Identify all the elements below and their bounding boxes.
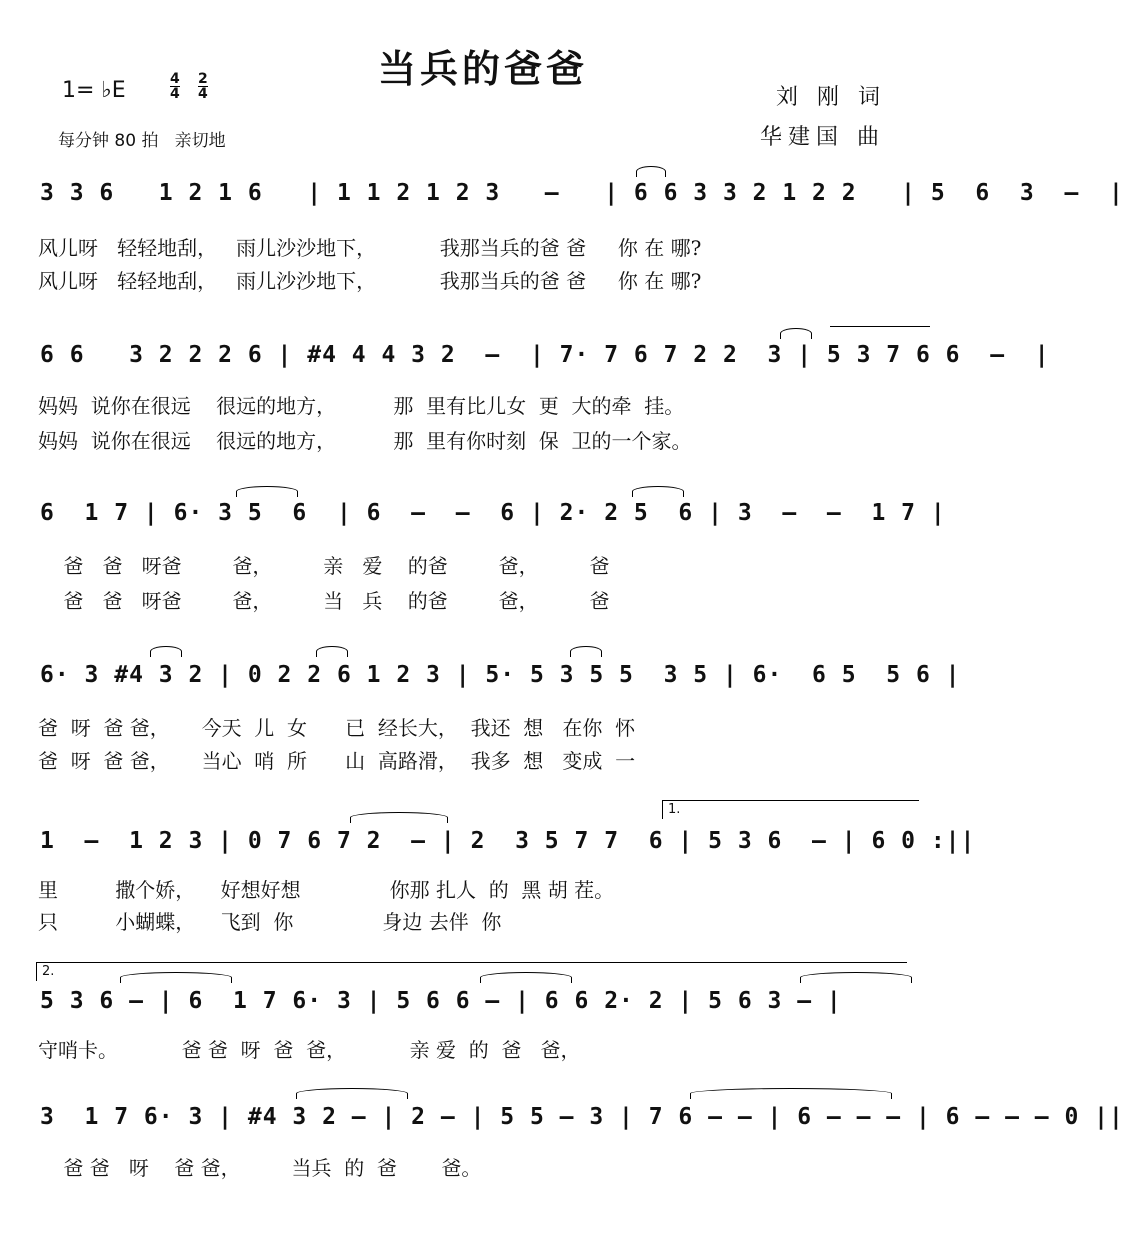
lyric-line-2-verse-2: 妈妈 说你在很远 很远的地方， 那 里有你时刻 保 卫的一个家。: [38, 429, 692, 453]
lyricist-credit: 刘 刚 词: [776, 85, 886, 110]
lyric-line-5-verse-2: 只 小蝴蝶， 飞到 你 身边 去伴 你: [38, 910, 502, 934]
tie-mark: [800, 972, 912, 983]
tie-mark: [480, 972, 572, 983]
notation-line-1: 3 3 6 1 2 1 6 | 1 1 2 1 2 3 – | 6 6 3 3 2 1 2 2 | 5 6 3 – |: [40, 180, 1124, 206]
song-title: 当兵的爸爸: [377, 46, 588, 91]
tie-mark: [780, 328, 812, 339]
lyric-line-4-verse-1: 爸 呀 爸 爸， 今天 儿 女 已 经长大， 我还 想 在你 怀: [38, 716, 636, 740]
tie-mark: [636, 166, 666, 177]
notation-line-2: 6 6 3 2 2 2 6 | #4 4 4 3 2 – | 7· 7 6 7 2 2 3 | 5 3 7 6 6 – |: [40, 342, 1050, 368]
lyric-line-1-verse-2: 风儿呀 轻轻地刮， 雨儿沙沙地下， 我那当兵的爸 爸 你 在 哪?: [38, 269, 702, 293]
lyric-line-2-verse-1: 妈妈 说你在很远 很远的地方， 那 里有比儿女 更 大的牵 挂。: [38, 394, 685, 418]
tie-mark: [236, 486, 298, 497]
notation-line-3: 6 1 7 | 6· 3 5 6 | 6 – – 6 | 2· 2 5 6 | 3 – – 1 7 |: [40, 500, 946, 526]
first-ending-bracket: [662, 800, 919, 819]
lyric-line-3-verse-1: 爸 爸 呀爸 爸， 亲 爱 的爸 爸， 爸: [38, 554, 610, 578]
time-signature-2-4: 2 4: [198, 71, 208, 102]
first-ending-number: 1.: [668, 802, 681, 817]
tie-mark: [350, 812, 448, 823]
tie-mark: [570, 646, 602, 657]
lyric-line-5-verse-1: 里 撒个娇， 好想好想 你那 扎人 的 黑 胡 茬。: [38, 878, 615, 902]
composer-credit: 华建国 曲: [760, 125, 885, 150]
lyric-line-6: 守哨卡。 爸 爸 呀 爸 爸， 亲 爱 的 爸 爸，: [38, 1038, 581, 1062]
notation-line-4: 6· 3 #4 3 2 | 0 2 2 6 1 2 3 | 5· 5 3 5 5 3 5 | 6· 6 5 5 6 |: [40, 662, 961, 688]
notation-line-7: 3 1 7 6· 3 | #4 3 2 – | 2 – | 5 5 – 3 | 7 6 – – | 6 – – – | 6 – – – 0 ||: [40, 1104, 1124, 1130]
lyric-line-1-verse-1: 风儿呀 轻轻地刮， 雨儿沙沙地下， 我那当兵的爸 爸 你 在 哪?: [38, 236, 702, 260]
tie-mark: [632, 486, 684, 497]
slur-line: [830, 326, 930, 327]
time-signature-4-4: 4 4: [170, 71, 180, 102]
tie-mark: [316, 646, 348, 657]
tie-mark: [120, 972, 232, 983]
lyric-line-4-verse-2: 爸 呀 爸 爸， 当心 哨 所 山 高路滑， 我多 想 变成 一: [38, 749, 636, 773]
key-signature: 1= ♭E: [62, 78, 126, 103]
second-ending-number: 2.: [42, 964, 55, 979]
lyric-line-7: 爸 爸 呀 爸 爸， 当兵 的 爸 爸。: [38, 1156, 482, 1180]
notation-line-6: 5 3 6 – | 6 1 7 6· 3 | 5 6 6 – | 6 6 2· 2 | 5 6 3 – |: [40, 988, 842, 1014]
tempo-marking: 每分钟 80 拍 亲切地: [58, 131, 226, 151]
tie-mark: [690, 1088, 892, 1099]
notation-line-5: 1 – 1 2 3 | 0 7 6 7 2 – | 2 3 5 7 7 6 | 5 3 6 – | 6 0 :||: [40, 828, 976, 854]
tie-mark: [150, 646, 182, 657]
tie-mark: [296, 1088, 408, 1099]
lyric-line-3-verse-2: 爸 爸 呀爸 爸， 当 兵 的爸 爸， 爸: [38, 589, 610, 613]
